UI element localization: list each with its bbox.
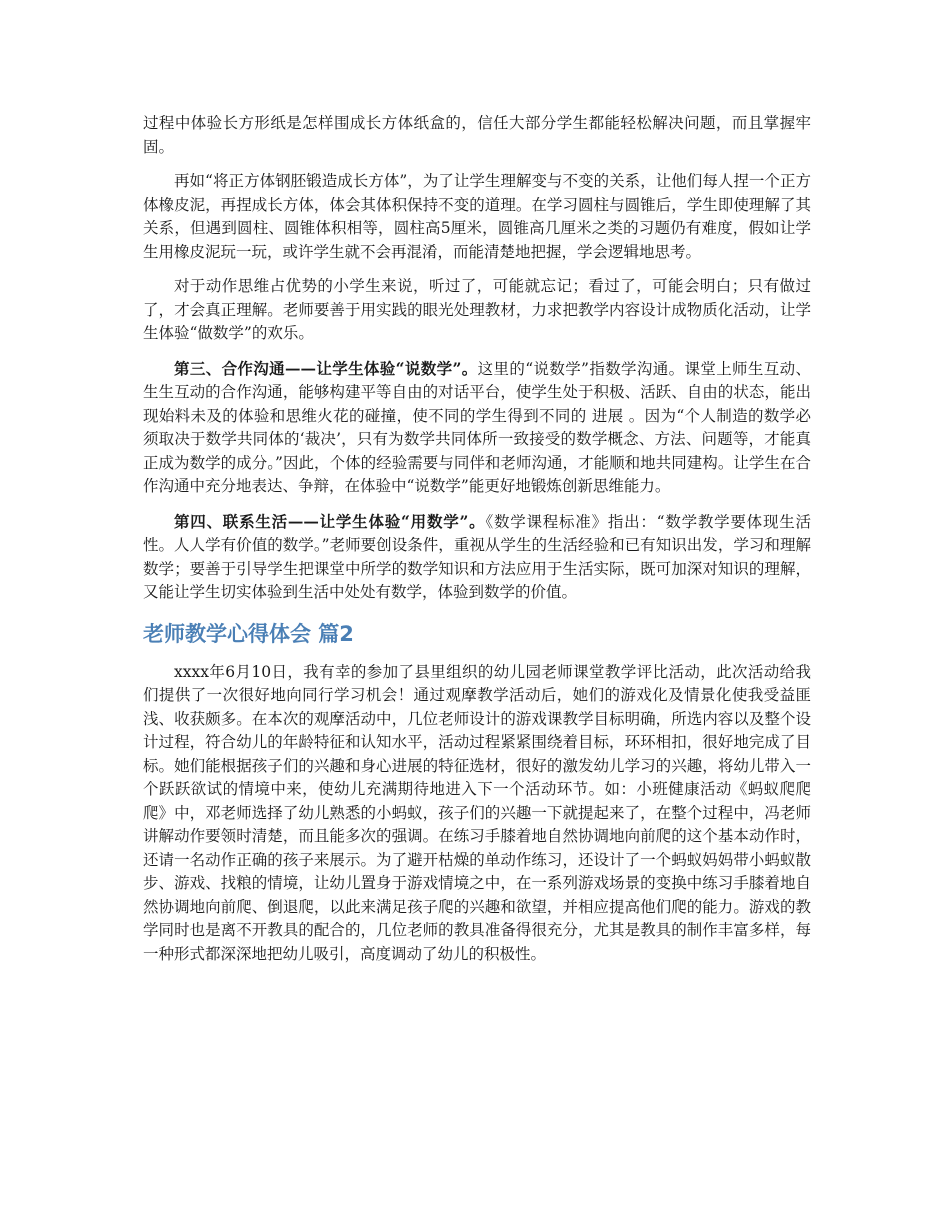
paragraph-action-thinking: 对于动作思维占优势的小学生来说，听过了，可能就忘记；看过了，可能会明白；只有做过了，才会真正理解。老师要善于用实践的眼光处理教材，力求把教学内容设计成物质化活动，让学生体验“做数学”的欢乐。 (143, 277, 811, 342)
section-four-title: 第四、联系生活——让学生体验“用数学”。 (174, 511, 486, 531)
paragraph-cuboid-example: 再如“将正方体钢胚锻造成长方体”，为了让学生理解变与不变的关系，让他们每人捏一个正方体橡皮泥，再捏成长方体，体会其体积保持不变的道理。在学习圆柱与圆锥后，学生即使理解了其关系，但遇到圆柱、圆锥体积相等，圆柱高5厘米，圆锥高几厘米之类的习题仍有难度，假如让学生用橡皮泥玩一玩，或许学生就不会再混淆，而能清楚地把握，学会逻辑地思考。 (143, 172, 811, 261)
article-heading-part-2: 老师教学心得体会 篇2 (143, 621, 354, 646)
paragraph-section-three (143, 357, 811, 499)
document-page (143, 112, 811, 977)
section-three-title: 第三、合作沟通——让学生体验“说数学”。 (174, 358, 478, 378)
paragraph-section-four (143, 510, 811, 605)
section-three-body: 这里的“说数学”指数学沟通。课堂上师生互动、生生互动的合作沟通，能够构建平等自由的对话平台，使学生处于积极、活跃、自由的状态，能出现始料未及的体验和思维火花的碰撞，使不同的学生得到不同的 进展 。因为“个人制造的数学必须取决于数学共同体的‘裁决’，只有为数学共同体所一致接受的数学概念、方法、问题等，才能真正成为数学的成分。”因此，个体的经验需要与同伴和老师沟通，才能顺和地共同建构。让学生在合作沟通中充分地表达、争辩，在体验中“说数学”能更好地锻炼创新思维能力。 (143, 359, 811, 495)
paragraph-part-2-body: xxxx年6月10日，我有幸的参加了县里组织的幼儿园老师课堂教学评比活动，此次活动给我们提供了一次很好地向同行学习机会！通过观摩教学活动后，她们的游戏化及情景化使我受益匪浅、收获颇多。在本次的观摩活动中，几位老师设计的游戏课教学目标明确，所选内容以及整个设计过程，符合幼儿的年龄特征和认知水平，活动过程紧紧围绕着目标，环环相扣，很好地完成了目标。她们能根据孩子们的兴趣和身心进展的特征选材，很好的激发幼儿学习的兴趣，将幼儿带入一个跃跃欲试的情境中来，使幼儿充满期待地进入下一个活动环节。如：小班健康活动《蚂蚁爬爬爬》中，邓老师选择了幼儿熟悉的小蚂蚁，孩子们的兴趣一下就提起来了，在整个过程中，冯老师讲解动作要领时清楚，而且能多次的强调。在练习手膝着地自然协调地向前爬的这个基本动作时，还请一名动作正确的孩子来展示。为了避开枯燥的单动作练习，还设计了一个蚂蚁妈妈带小蚂蚁散步、游戏、找粮的情境，让幼儿置身于游戏情境之中，在一系列游戏场景的变换中练习手膝着地自然协调地向前爬、倒退爬，以此来满足孩子爬的兴趣和欲望，并相应提高他们爬的能力。游戏的教学同时也是离不开教具的配合的，几位老师的教具准备得很充分，尤其是教具的制作丰富多样，每一种形式都深深地把幼儿吸引，高度调动了幼儿的积极性。 (143, 662, 811, 963)
section-four-body: 《数学课程标准》指出：“数学教学要体现生活性。人人学有价值的数学。”老师要创设条件，重视从学生的生活经验和已有知识出发，学习和理解数学；要善于引导学生把课堂中所学的数学知识和方法应用于生活实际，既可加深对知识的理解，又能让学生切实体验到生活中处处有数学，体验到数学的价值。 (143, 512, 811, 601)
paragraph-continuation: 过程中体验长方形纸是怎样围成长方体纸盒的，信任大部分学生都能轻松解决问题，而且掌握牢固。 (143, 114, 811, 156)
